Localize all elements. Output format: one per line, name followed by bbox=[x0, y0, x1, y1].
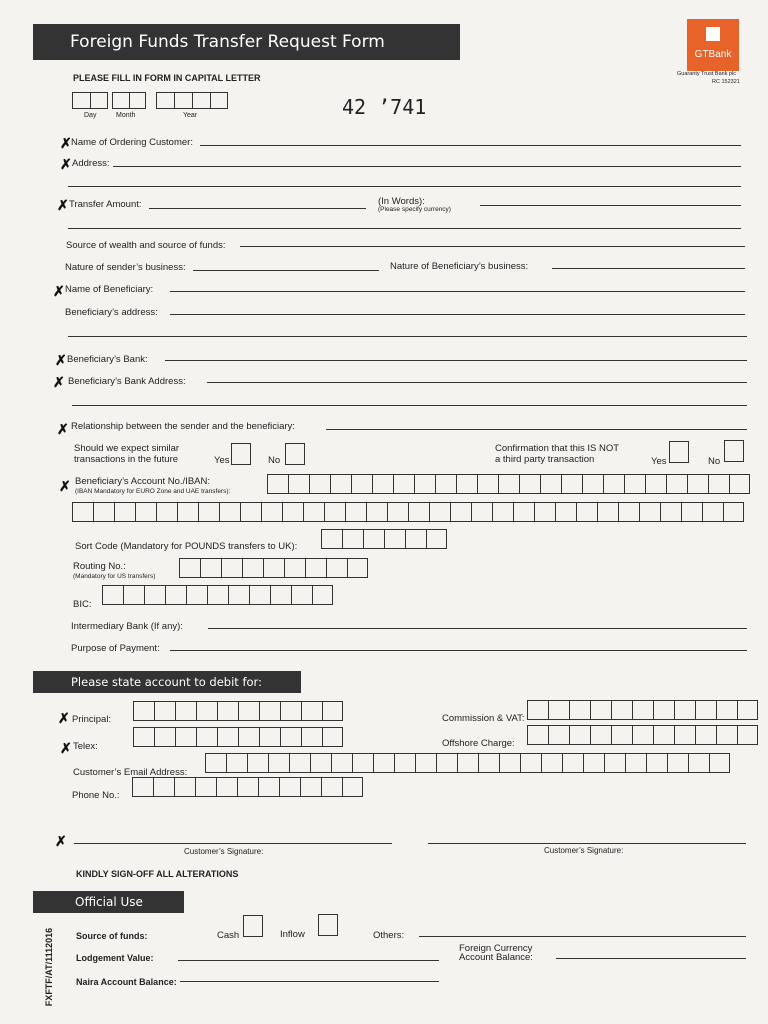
address-label: Address: bbox=[72, 158, 110, 169]
iban-note: (IBAN Mandatory for EURO Zone and UAE transfers): bbox=[75, 488, 231, 495]
beneficiary-business-line[interactable] bbox=[552, 268, 745, 269]
cash-label: Cash bbox=[217, 930, 240, 941]
others-line[interactable] bbox=[419, 936, 746, 937]
naira-balance-line[interactable] bbox=[180, 981, 439, 982]
transfer-amount-line[interactable] bbox=[149, 208, 366, 209]
beneficiary-bank-address-label: Beneficiary’s Bank Address: bbox=[68, 376, 186, 387]
signature-line-1[interactable] bbox=[74, 843, 392, 844]
email-boxes[interactable] bbox=[205, 753, 730, 773]
signature-label-1: Customer’s Signature: bbox=[184, 847, 264, 856]
beneficiary-address-line-1[interactable] bbox=[170, 314, 745, 315]
handwritten-mark-icon: ✗ bbox=[57, 197, 69, 213]
sender-business-label: Nature of sender’s business: bbox=[65, 262, 186, 273]
day-label: Day bbox=[84, 112, 97, 119]
in-words-line[interactable] bbox=[480, 205, 741, 206]
beneficiary-bank-line[interactable] bbox=[165, 360, 747, 361]
relationship-line[interactable] bbox=[326, 429, 747, 430]
ordering-customer-label: Name of Ordering Customer: bbox=[71, 137, 193, 148]
telex-boxes[interactable] bbox=[133, 727, 343, 747]
fc-balance-line[interactable] bbox=[556, 958, 746, 959]
debit-heading: Please state account to debit for: bbox=[71, 675, 262, 689]
sender-business-line[interactable] bbox=[193, 270, 379, 271]
source-of-wealth-label: Source of wealth and source of funds: bbox=[66, 240, 226, 251]
debit-heading-banner bbox=[33, 671, 301, 693]
handwritten-mark-icon: ✗ bbox=[55, 833, 67, 849]
purpose-label: Purpose of Payment: bbox=[71, 643, 160, 654]
transfer-amount-label: Transfer Amount: bbox=[69, 199, 142, 210]
commission-label: Commission & VAT: bbox=[442, 713, 525, 724]
source-of-funds-label: Source of funds: bbox=[76, 931, 148, 941]
form-code: FXFTF/AT/1112016 bbox=[44, 927, 54, 1007]
beneficiary-bank-address-line-2[interactable] bbox=[72, 405, 747, 406]
iban-boxes-row-1[interactable] bbox=[267, 474, 750, 494]
fc-balance-label-2: Account Balance: bbox=[459, 952, 533, 963]
routing-note: (Mandatory for US transfers) bbox=[73, 573, 156, 580]
signature-line-2[interactable] bbox=[428, 843, 746, 844]
relationship-label: Relationship between the sender and the beneficiary: bbox=[71, 421, 295, 432]
confirm-yes-checkbox[interactable] bbox=[669, 441, 689, 463]
month-boxes[interactable] bbox=[112, 92, 146, 109]
expect-no-label: No bbox=[268, 455, 281, 466]
beneficiary-address-line-2[interactable] bbox=[68, 336, 747, 337]
intermediary-label: Intermediary Bank (If any): bbox=[71, 621, 183, 632]
rc-number: RC 152321 bbox=[712, 79, 740, 85]
offshore-boxes[interactable] bbox=[527, 725, 758, 745]
ordering-customer-line[interactable] bbox=[200, 145, 741, 146]
cash-checkbox[interactable] bbox=[243, 915, 263, 937]
others-label: Others: bbox=[373, 930, 405, 941]
form-title: Foreign Funds Transfer Request Form bbox=[70, 32, 385, 52]
naira-balance-label: Naira Account Balance: bbox=[76, 977, 177, 987]
instruction: PLEASE FILL IN FORM IN CAPITAL LETTER bbox=[73, 73, 261, 83]
handwritten-mark-icon: ✗ bbox=[60, 740, 72, 756]
confirm-no-checkbox[interactable] bbox=[724, 440, 744, 462]
day-boxes[interactable] bbox=[72, 92, 108, 109]
in-words-note: (Please specify currency) bbox=[378, 206, 451, 213]
expect-similar-label-1: Should we expect similar bbox=[74, 443, 180, 454]
account-iban-label: Beneficiary’s Account No./IBAN: bbox=[75, 476, 210, 487]
year-boxes[interactable] bbox=[156, 92, 228, 109]
address-line-1[interactable] bbox=[113, 166, 741, 167]
sign-off-note: KINDLY SIGN-OFF ALL ALTERATIONS bbox=[76, 869, 239, 879]
form-title-banner bbox=[33, 24, 460, 60]
handwritten-mark-icon: ✗ bbox=[59, 478, 71, 494]
principal-boxes[interactable] bbox=[133, 701, 343, 721]
expect-yes-checkbox[interactable] bbox=[231, 443, 251, 465]
confirm-no-label: No bbox=[708, 456, 721, 467]
beneficiary-name-label: Name of Beneficiary: bbox=[65, 284, 154, 295]
handwritten-mark-icon: ✗ bbox=[53, 283, 65, 299]
official-heading-banner bbox=[33, 891, 184, 913]
email-label: Customer’s Email Address: bbox=[73, 767, 188, 778]
handwritten-mark-icon: ✗ bbox=[55, 352, 67, 368]
sort-code-boxes[interactable] bbox=[321, 529, 447, 549]
commission-boxes[interactable] bbox=[527, 700, 758, 720]
fc-balance-label-1: Foreign Currency bbox=[459, 943, 533, 954]
sort-code-label: Sort Code (Mandatory for POUNDS transfers to UK): bbox=[75, 541, 298, 552]
expect-yes-label: Yes bbox=[214, 455, 230, 466]
confirm-label-2: a third party transaction bbox=[495, 454, 595, 465]
expect-similar-label-2: transactions in the future bbox=[74, 454, 179, 465]
telex-label: Telex: bbox=[73, 741, 98, 752]
beneficiary-bank-address-line-1[interactable] bbox=[207, 382, 747, 383]
handwritten-mark-icon: ✗ bbox=[53, 374, 65, 390]
handwritten-mark-icon: ✗ bbox=[57, 421, 69, 437]
routing-label: Routing No.: bbox=[73, 561, 126, 572]
in-words-label: (In Words): bbox=[378, 196, 425, 207]
lodgement-line[interactable] bbox=[178, 960, 439, 961]
month-label: Month bbox=[116, 112, 136, 119]
intermediary-line[interactable] bbox=[208, 628, 747, 629]
inflow-label: Inflow bbox=[280, 929, 305, 940]
phone-boxes[interactable] bbox=[132, 777, 363, 797]
source-of-wealth-line[interactable] bbox=[240, 246, 745, 247]
beneficiary-business-label: Nature of Beneficiary’s business: bbox=[390, 261, 529, 272]
bic-label: BIC: bbox=[73, 599, 92, 610]
year-label: Year bbox=[183, 112, 198, 119]
expect-no-checkbox[interactable] bbox=[285, 443, 305, 465]
amount-line-2[interactable] bbox=[68, 228, 741, 229]
confirm-yes-label: Yes bbox=[651, 456, 667, 467]
beneficiary-address-label: Beneficiary’s address: bbox=[65, 307, 158, 318]
beneficiary-name-line[interactable] bbox=[170, 291, 745, 292]
handwritten-mark-icon: ✗ bbox=[58, 710, 70, 726]
lodgement-label: Lodgement Value: bbox=[76, 953, 154, 963]
routing-boxes[interactable] bbox=[179, 558, 368, 578]
inflow-checkbox[interactable] bbox=[318, 914, 338, 936]
signature-label-2: Customer’s Signature: bbox=[544, 846, 624, 855]
purpose-line[interactable] bbox=[170, 650, 747, 651]
bic-boxes[interactable] bbox=[102, 585, 333, 605]
beneficiary-bank-label: Beneficiary’s Bank: bbox=[67, 354, 148, 365]
handwritten-mark-icon: ✗ bbox=[60, 135, 72, 151]
bank-name: Guaranty Trust Bank plc bbox=[677, 71, 736, 77]
principal-label: Principal: bbox=[72, 714, 112, 725]
serial-number: 42 ’741 bbox=[342, 95, 427, 119]
address-line-2[interactable] bbox=[68, 186, 741, 187]
confirm-label-1: Confirmation that this IS NOT bbox=[495, 443, 620, 454]
gtbank-logo: GTBank bbox=[687, 19, 739, 71]
phone-label: Phone No.: bbox=[72, 790, 120, 801]
handwritten-mark-icon: ✗ bbox=[60, 156, 72, 172]
iban-boxes-row-2[interactable] bbox=[72, 502, 744, 522]
offshore-label: Offshore Charge: bbox=[442, 738, 515, 749]
official-heading: Official Use bbox=[75, 895, 143, 909]
